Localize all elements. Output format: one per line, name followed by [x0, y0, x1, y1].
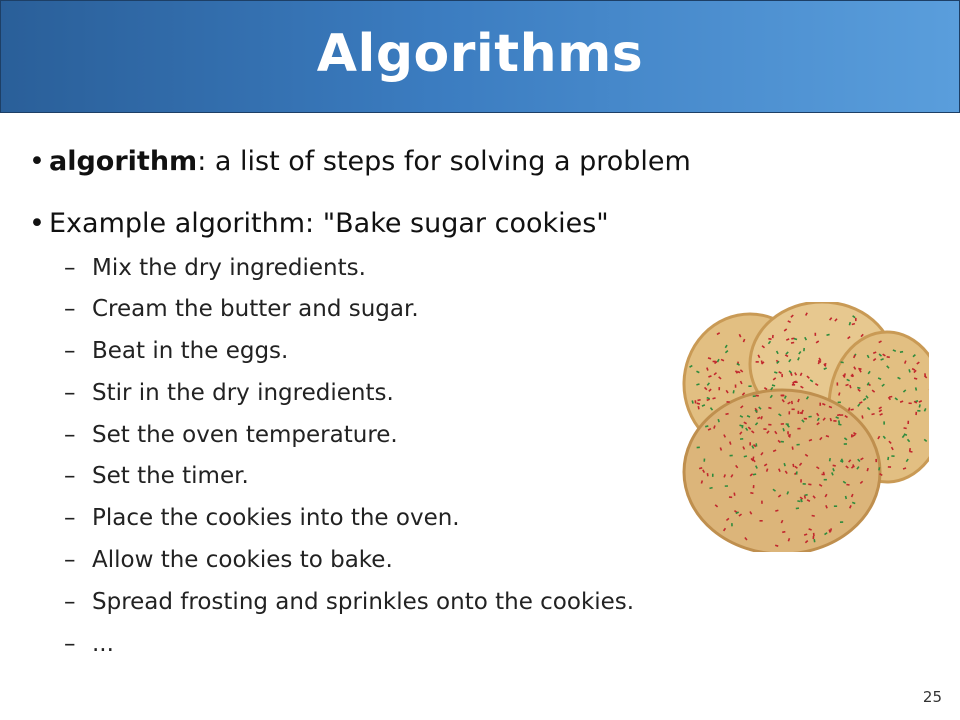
- dash-marker: –: [64, 338, 76, 364]
- sprinkle: [838, 402, 841, 404]
- step-item: [64, 420, 398, 450]
- dash-marker: –: [64, 589, 76, 615]
- sprinkle: [844, 443, 847, 445]
- step-item: [64, 336, 288, 366]
- step-item: [64, 629, 114, 659]
- sprinkle: [917, 410, 920, 412]
- sprinkle: [909, 402, 912, 404]
- sprinkle: [781, 374, 783, 377]
- sprinkle: [749, 442, 751, 445]
- dash-marker: –: [64, 547, 76, 573]
- sprinkle: [761, 501, 763, 504]
- sprinkle: [712, 474, 714, 477]
- sprinkle: [800, 479, 802, 482]
- dash-marker: –: [64, 380, 76, 406]
- step-text: Stir in the dry ingredients.: [92, 380, 394, 406]
- cookies-image: [682, 302, 929, 552]
- sprinkle: [781, 423, 784, 425]
- step-text: Set the oven temperature.: [92, 422, 398, 448]
- sprinkle: [713, 361, 716, 363]
- sprinkle: [907, 421, 909, 424]
- sprinkle: [740, 438, 743, 440]
- step-text: Cream the butter and sugar.: [92, 296, 419, 322]
- sprinkle: [915, 412, 917, 415]
- sprinkle: [755, 443, 757, 446]
- sprinkle: [834, 505, 837, 507]
- sprinkle: [803, 348, 805, 351]
- sprinkle: [703, 458, 705, 461]
- sprinkle: [763, 428, 766, 430]
- sprinkle: [815, 333, 817, 336]
- title-bar: [0, 0, 960, 113]
- sprinkle: [725, 485, 728, 487]
- sprinkle: [735, 385, 737, 388]
- page-number: 25: [922, 688, 942, 706]
- bullet-marker: •: [29, 208, 45, 239]
- dash-marker: –: [64, 296, 76, 322]
- sprinkle: [768, 424, 771, 426]
- step-item: [64, 294, 419, 324]
- sprinkle: [792, 409, 795, 411]
- sprinkle: [697, 447, 700, 449]
- sprinkle: [819, 403, 821, 406]
- dash-marker: –: [64, 422, 76, 448]
- example-text: Example algorithm: "Bake sugar cookies": [49, 208, 609, 239]
- sprinkle: [794, 381, 797, 383]
- step-item: [64, 587, 634, 617]
- sprinkle: [808, 416, 811, 418]
- sprinkle: [891, 455, 894, 457]
- step-text: Spread frosting and sprinkles onto the cookies.: [92, 589, 635, 615]
- sprinkle: [726, 401, 729, 403]
- sprinkle: [796, 444, 799, 446]
- sprinkle: [787, 431, 789, 434]
- sprinkle: [803, 483, 806, 485]
- dash-marker: –: [64, 463, 76, 489]
- sprinkle: [786, 423, 789, 425]
- sprinkle: [813, 536, 815, 539]
- step-text: Set the timer.: [92, 463, 249, 489]
- step-text: Place the cookies into the oven.: [92, 505, 460, 531]
- step-text: Mix the dry ingredients.: [92, 255, 366, 281]
- sprinkle: [797, 428, 800, 430]
- sprinkle: [840, 414, 843, 416]
- sprinkle: [840, 521, 843, 523]
- step-item: [64, 461, 249, 491]
- sprinkle: [797, 411, 799, 414]
- sprinkle: [824, 479, 827, 481]
- step-text: Beat in the eggs.: [92, 338, 289, 364]
- dash-marker: –: [64, 255, 76, 281]
- sprinkle: [833, 420, 836, 422]
- bullet-example: [29, 210, 609, 237]
- sprinkle: [780, 394, 783, 396]
- sprinkle: [753, 395, 756, 397]
- step-item: [64, 545, 393, 575]
- step-text: ...: [92, 631, 114, 657]
- bullet-marker: •: [29, 146, 45, 177]
- definition-text: : a list of steps for solving a problem: [197, 146, 691, 177]
- sprinkle: [753, 485, 755, 488]
- sprinkle: [729, 496, 732, 498]
- cookie-front: [684, 390, 880, 552]
- sprinkle: [888, 466, 891, 468]
- sprinkle: [729, 455, 732, 457]
- sprinkle: [855, 318, 857, 321]
- sprinkle: [804, 418, 807, 420]
- definition-term: algorithm: [49, 146, 198, 177]
- sprinkle: [695, 400, 697, 403]
- dash-marker: –: [64, 631, 76, 657]
- sprinkle: [851, 434, 853, 437]
- sprinkle: [781, 441, 784, 443]
- sprinkle: [759, 520, 762, 522]
- sprinkle: [748, 385, 751, 387]
- sprinkle: [875, 459, 877, 462]
- sprinkle: [788, 411, 790, 414]
- step-item: [64, 378, 394, 408]
- dash-marker: –: [64, 505, 76, 531]
- step-item: [64, 253, 366, 283]
- sprinkle: [718, 387, 720, 390]
- slide-title: Algorithms: [316, 24, 644, 84]
- bullet-definition: [29, 148, 691, 175]
- sprinkle: [731, 523, 733, 526]
- sprinkle: [796, 471, 798, 474]
- sprinkle: [756, 395, 759, 397]
- step-item: [64, 503, 460, 533]
- step-text: Allow the cookies to bake.: [92, 547, 393, 573]
- sprinkle: [756, 361, 759, 363]
- sprinkle: [883, 421, 885, 424]
- sprinkle: [837, 382, 839, 385]
- sprinkle: [772, 335, 774, 338]
